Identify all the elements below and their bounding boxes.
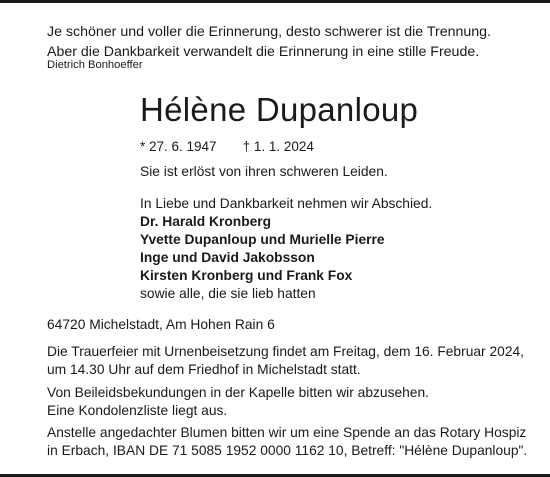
mourners-closing: sowie alle, die sie lieb hatten xyxy=(140,286,316,301)
condolence-line: Eine Kondolenzliste liegt aus. xyxy=(47,403,228,418)
donation-line: in Erbach, IBAN DE 71 5085 1952 0000 1162 10, Betreff: "Hélène Dupanloup". xyxy=(47,443,528,458)
funeral-info xyxy=(47,343,527,379)
address: 64720 Michelstadt, Am Hohen Rain 6 xyxy=(47,317,275,332)
peace-line: Sie ist erlöst von ihren schweren Leiden. xyxy=(140,164,388,179)
mourner: Kirsten Kronberg und Frank Fox xyxy=(140,268,353,283)
quote-author: Dietrich Bonhoeffer xyxy=(47,59,143,71)
death-date: † 1. 1. 2024 xyxy=(242,139,314,154)
mourner: Dr. Harald Kronberg xyxy=(140,214,272,229)
birth-date: * 27. 6. 1947 xyxy=(140,139,217,154)
mourner: Inge und David Jakobsson xyxy=(140,250,315,265)
deceased-name: Hélène Dupanloup xyxy=(140,91,419,128)
peace-statement xyxy=(140,163,540,181)
top-border xyxy=(0,0,550,3)
quote-line: Je schöner und voller die Erinnerung, desto schwerer ist die Trennung. xyxy=(47,24,492,40)
condolence-line: Von Beileidsbekundungen in der Kapelle bitten wir abzusehen. xyxy=(47,385,429,400)
life-dates xyxy=(140,138,314,156)
funeral-line: Die Trauerfeier mit Urnenbeisetzung findet am Freitag, dem 16. Februar 2024, xyxy=(47,344,524,359)
mourners-list xyxy=(140,213,540,303)
quote-line: Aber die Dankbarkeit verwandelt die Erinnerung in eine stille Freude. xyxy=(47,44,480,60)
quote xyxy=(47,22,527,62)
donation-line: Anstelle angedachter Blumen bitten wir um eine Spende an das Rotary Hospiz xyxy=(47,425,527,440)
donation-info xyxy=(47,424,527,460)
farewell-statement xyxy=(140,195,540,213)
mourner: Yvette Dupanloup und Murielle Pierre xyxy=(140,232,385,247)
farewell-line: In Liebe und Dankbarkeit nehmen wir Abschied. xyxy=(140,196,433,211)
funeral-line: um 14.30 Uhr auf dem Friedhof in Michelstadt statt. xyxy=(47,362,361,377)
condolence-info xyxy=(47,384,527,420)
